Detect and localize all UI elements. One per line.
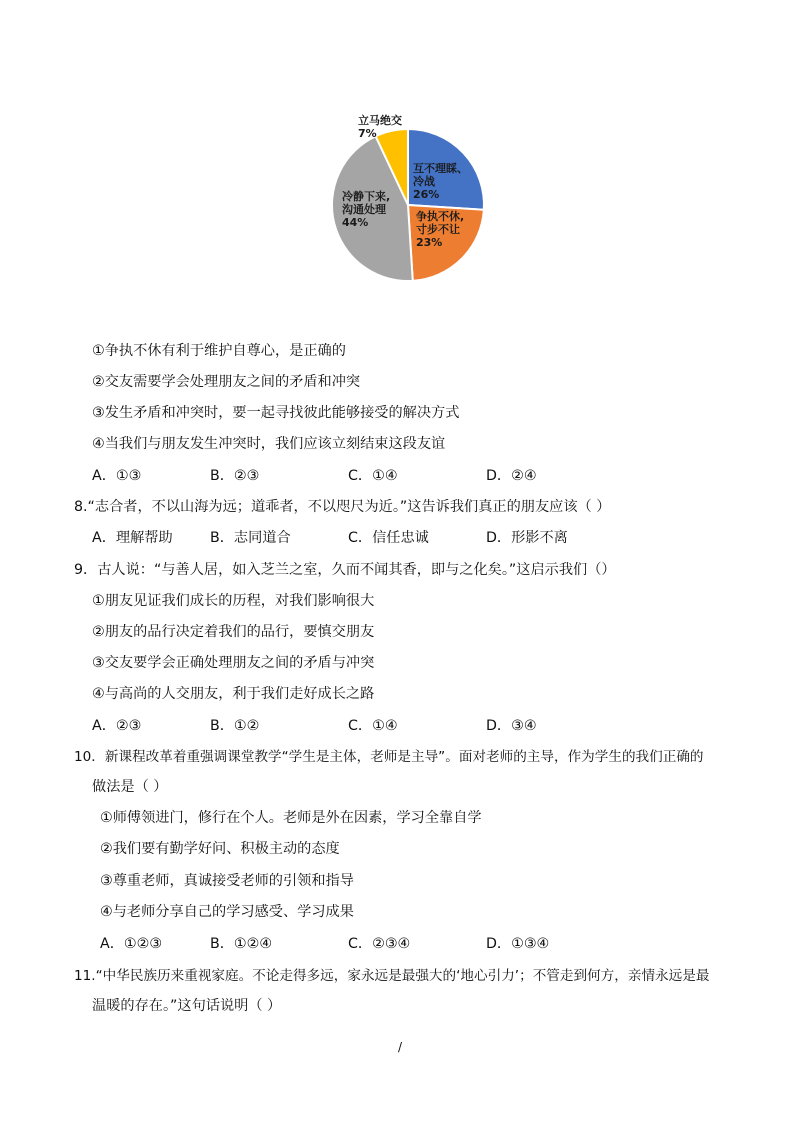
q10-statement-3: ③尊重老师，真诚接受老师的引领和指导 xyxy=(100,873,354,889)
q7-statement-4: ④当我们与朋友发生冲突时，我们应该立刻结束这段友谊 xyxy=(92,436,446,452)
q8-option-b: B．志同道合 xyxy=(210,530,291,546)
q8-option-d: D．形影不离 xyxy=(486,530,568,546)
page-footer: / xyxy=(398,1040,403,1054)
q9-option-b: B．①② xyxy=(210,718,260,734)
pie-slice-label: 立马绝交 xyxy=(358,114,402,127)
pie-slice-label: 争执不休, xyxy=(416,210,465,223)
q10-statement-1: ①师傅领进门，修行在个人。老师是外在因素，学习全靠自学 xyxy=(100,810,482,826)
q10-statement-2: ②我们要有勤学好问、积极主动的态度 xyxy=(100,841,340,857)
q10-option-a: A．①②③ xyxy=(100,936,163,952)
pie-slice-label: 沟通处理 xyxy=(342,203,386,216)
q9-stem: 9．古人说：“与善人居，如入芝兰之室，久而不闻其香，即与之化矣。”这启示我们（） xyxy=(74,562,616,578)
q11-stem-line-2: 温暖的存在。”这句话说明（ ） xyxy=(92,998,282,1014)
pie-slice-percent: 23% xyxy=(416,236,443,249)
q10-statement-4: ④与老师分享自己的学习感受、学习成果 xyxy=(100,904,354,920)
q7-option-a: A．①③ xyxy=(92,468,142,484)
q10-option-c: C．②③④ xyxy=(348,936,411,952)
pie-slice-label: 冷战 xyxy=(413,175,435,188)
q10-option-b: B．①②④ xyxy=(210,936,273,952)
q9-option-a: A．②③ xyxy=(92,718,142,734)
q7-statement-3: ③发生矛盾和冲突时，要一起寻找彼此能够接受的解决方式 xyxy=(92,405,460,421)
q9-statement-4: ④与高尚的人交朋友，利于我们走好成长之路 xyxy=(92,686,375,702)
q7-option-c: C．①④ xyxy=(348,468,398,484)
pie-slice-label: 互不理睬、 xyxy=(413,162,468,175)
q10-stem-line-2: 做法是（ ） xyxy=(92,779,168,795)
pie-slice-percent: 26% xyxy=(413,188,440,201)
q7-statement-2: ②交友需要学会处理朋友之间的矛盾和冲突 xyxy=(92,374,361,390)
pie-slice-percent: 7% xyxy=(358,127,377,140)
q7-option-b: B．②③ xyxy=(210,468,260,484)
pie-slice-percent: 44% xyxy=(342,216,369,229)
q11-stem-line-1: 11.“中华民族历来重视家庭。不论走得多远，家永远是最强大的‘地心引力’；不管走到何方，亲情永远是最 xyxy=(74,968,710,984)
q8-option-a: A．理解帮助 xyxy=(92,530,173,546)
pie-slice-label: 冷静下来, xyxy=(342,190,391,203)
q10-stem-line-1: 10．新课程改革着重强调课堂教学“学生是主体，老师是主导”。面对老师的主导，作为学生的我们正确的 xyxy=(74,749,704,765)
q9-statement-1: ①朋友见证我们成长的历程，对我们影响很大 xyxy=(92,593,375,609)
q7-option-d: D．②④ xyxy=(486,468,537,484)
q8-stem: 8.“志合者，不以山海为远；道乖者，不以咫尺为近。”这告诉我们真正的朋友应该（ ） xyxy=(74,499,611,515)
q9-option-c: C．①④ xyxy=(348,718,398,734)
q7-statement-1: ①争执不休有利于维护自尊心，是正确的 xyxy=(92,343,346,359)
q9-statement-3: ③交友要学会正确处理朋友之间的矛盾与冲突 xyxy=(92,655,375,671)
q8-option-c: C．信任忠诚 xyxy=(348,530,429,546)
q9-option-d: D．③④ xyxy=(486,718,537,734)
q9-statement-2: ②朋友的品行决定着我们的品行，要慎交朋友 xyxy=(92,624,375,640)
pie-slice-label: 寸步不让 xyxy=(416,223,460,236)
q10-option-d: D．①③④ xyxy=(486,936,550,952)
pie-chart xyxy=(320,100,500,300)
